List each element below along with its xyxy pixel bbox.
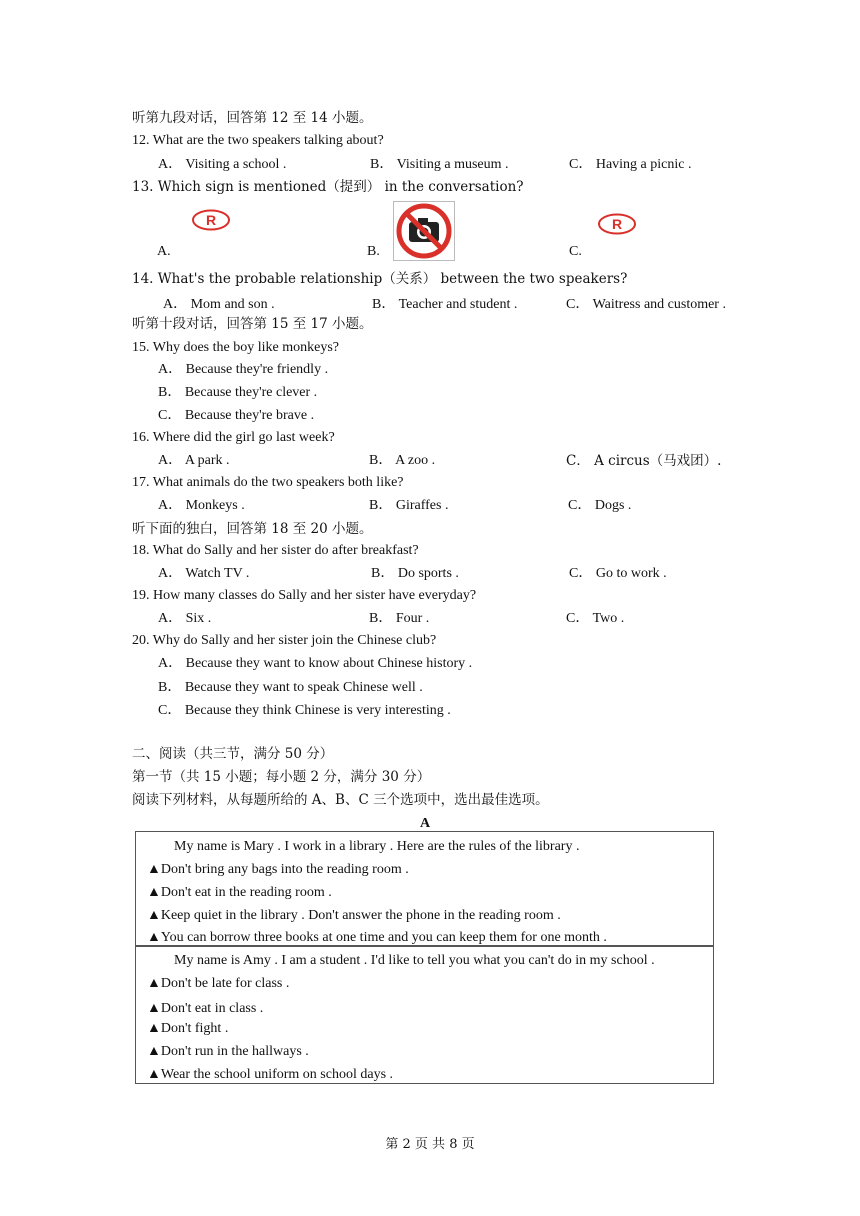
box2-rule: ▲Don't run in the hallways .	[147, 1044, 309, 1059]
q18-option-c: C． Go to work .	[569, 566, 667, 581]
no-camera-sign-icon	[393, 201, 455, 261]
section-11-instruction: 听下面的独白，回答第 18 至 20 小题。	[132, 521, 373, 537]
part-2-title: 二、阅读（共三节，满分 50 分）	[132, 746, 334, 762]
q20-option-c: C． Because they think Chinese is very interesting .	[158, 703, 451, 718]
q17-option-b: B． Giraffes .	[369, 498, 449, 513]
q17-option-a: A． Monkeys .	[158, 498, 245, 513]
box2-intro: My name is Amy . I am a student . I'd like to tell you what you can't do in my school .	[174, 953, 655, 968]
part-2-subtitle: 第一节（共 15 小题；每小题 2 分，满分 30 分）	[132, 769, 431, 785]
box1-intro: My name is Mary . I work in a library . Here are the rules of the library .	[174, 839, 580, 854]
passage-box-school	[135, 945, 714, 1084]
q20-option-a: A． Because they want to know about Chinese history .	[158, 656, 473, 671]
question-13-stem: 13. Which sign is mentioned（提到） in the conversation?	[132, 179, 524, 195]
q14-option-a: A． Mom and son .	[163, 297, 275, 312]
box2-rule: ▲Don't fight .	[147, 1021, 229, 1036]
q18-option-b: B． Do sports .	[371, 566, 459, 581]
question-19-stem: 19. How many classes do Sally and her sister have everyday?	[132, 588, 477, 603]
question-16-stem: 16. Where did the girl go last week?	[132, 430, 335, 445]
box2-rule: ▲Don't eat in class .	[147, 1001, 264, 1016]
q16-option-b: B． A zoo .	[369, 453, 436, 468]
svg-text:R: R	[205, 212, 217, 228]
q12-option-c: C． Having a picnic .	[569, 157, 692, 172]
box1-rule: ▲Don't bring any bags into the reading room .	[147, 862, 409, 877]
section-9-instruction: 听第九段对话，回答第 12 至 14 小题。	[132, 110, 373, 126]
q15-option-c: C． Because they're brave .	[158, 408, 315, 423]
question-18-stem: 18. What do Sally and her sister do after breakfast?	[132, 543, 419, 558]
q19-option-a: A． Six .	[158, 611, 212, 626]
q17-option-c: C． Dogs .	[568, 498, 632, 513]
registered-mark-icon	[597, 213, 637, 235]
box2-rule: ▲Wear the school uniform on school days .	[147, 1067, 394, 1082]
q14-option-b: B． Teacher and student .	[372, 297, 518, 312]
registered-mark-icon	[191, 209, 231, 231]
passage-box-library	[135, 831, 714, 947]
svg-text:R: R	[611, 216, 623, 232]
q12-option-b: B． Visiting a museum .	[370, 157, 509, 172]
q15-option-a: A． Because they're friendly .	[158, 362, 329, 377]
q20-option-b: B． Because they want to speak Chinese well .	[158, 680, 423, 695]
question-20-stem: 20. Why do Sally and her sister join the Chinese club?	[132, 633, 437, 648]
question-15-stem: 15. Why does the boy like monkeys?	[132, 340, 339, 355]
q13-option-b: B.	[367, 244, 380, 259]
q19-option-c: C． Two .	[566, 611, 625, 626]
q13-option-a: A.	[157, 244, 171, 259]
question-14-stem: 14. What's the probable relationship（关系） between the two speakers?	[132, 271, 628, 287]
q18-option-a: A． Watch TV .	[158, 566, 250, 581]
part-2-instruction: 阅读下列材料，从每题所给的 A、B、C 三个选项中，选出最佳选项。	[132, 792, 549, 808]
q14-option-c: C． Waitress and customer .	[566, 297, 726, 312]
q19-option-b: B． Four .	[369, 611, 430, 626]
page-number-footer: 第 2 页 共 8 页	[385, 1137, 475, 1152]
q13-option-c: C.	[569, 244, 582, 259]
box1-rule: ▲Keep quiet in the library . Don't answer the phone in the reading room .	[147, 908, 561, 923]
passage-letter: A	[420, 816, 431, 831]
q16-option-a: A． A park .	[158, 453, 230, 468]
q15-option-b: B． Because they're clever .	[158, 385, 318, 400]
box1-rule: ▲Don't eat in the reading room .	[147, 885, 332, 900]
section-10-instruction: 听第十段对话，回答第 15 至 17 小题。	[132, 316, 373, 332]
q12-option-a: A． Visiting a school .	[158, 157, 287, 172]
box1-rule: ▲You can borrow three books at one time and you can keep them for one month .	[147, 930, 607, 945]
question-17-stem: 17. What animals do the two speakers both like?	[132, 475, 404, 490]
box2-rule: ▲Don't be late for class .	[147, 976, 290, 991]
question-12-stem: 12. What are the two speakers talking about?	[132, 133, 384, 148]
q16-option-c: C． A circus（马戏团）.	[566, 453, 722, 469]
